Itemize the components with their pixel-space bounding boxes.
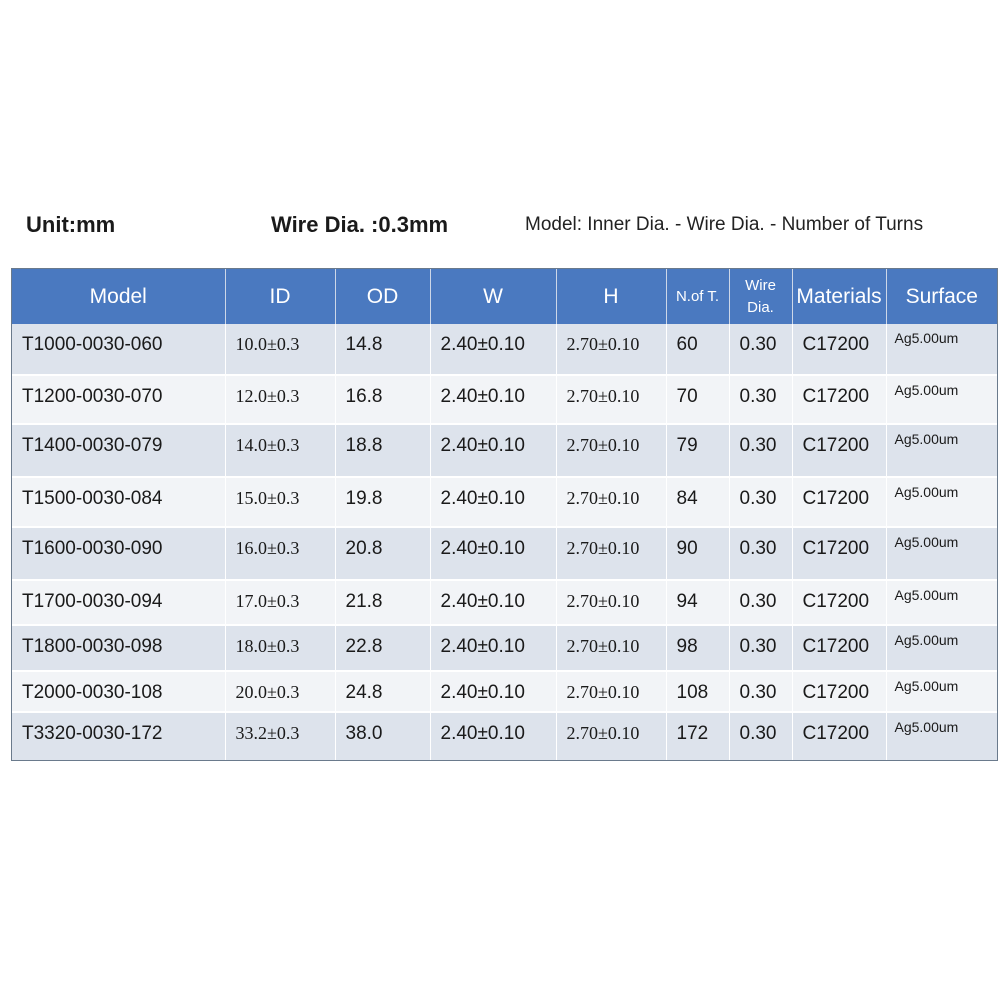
cell-h: 2.70±0.10 bbox=[556, 625, 666, 671]
cell-surface: Ag5.00um bbox=[886, 671, 997, 712]
cell-h: 2.70±0.10 bbox=[556, 324, 666, 375]
cell-material: C17200 bbox=[792, 424, 886, 477]
cell-id: 10.0±0.3 bbox=[225, 324, 335, 375]
cell-h: 2.70±0.10 bbox=[556, 424, 666, 477]
cell-od: 38.0 bbox=[335, 712, 430, 761]
cell-h: 2.70±0.10 bbox=[556, 527, 666, 580]
cell-w: 2.40±0.10 bbox=[430, 712, 556, 761]
cell-h: 2.70±0.10 bbox=[556, 477, 666, 527]
cell-h: 2.70±0.10 bbox=[556, 580, 666, 625]
cell-material: C17200 bbox=[792, 671, 886, 712]
cell-w: 2.40±0.10 bbox=[430, 580, 556, 625]
cell-turns: 94 bbox=[666, 580, 729, 625]
cell-h: 2.70±0.10 bbox=[556, 671, 666, 712]
cell-model: T1200-0030-070 bbox=[12, 375, 225, 424]
cell-turns: 172 bbox=[666, 712, 729, 761]
cell-id: 15.0±0.3 bbox=[225, 477, 335, 527]
col-header-wire: Wire bbox=[745, 276, 776, 294]
cell-material: C17200 bbox=[792, 580, 886, 625]
cell-od: 16.8 bbox=[335, 375, 430, 424]
cell-od: 21.8 bbox=[335, 580, 430, 625]
cell-material: C17200 bbox=[792, 625, 886, 671]
cell-wire-dia: 0.30 bbox=[729, 324, 792, 375]
cell-turns: 108 bbox=[666, 671, 729, 712]
table-row bbox=[12, 580, 997, 625]
cell-w: 2.40±0.10 bbox=[430, 424, 556, 477]
table-row bbox=[12, 671, 997, 712]
cell-id: 16.0±0.3 bbox=[225, 527, 335, 580]
cell-w: 2.40±0.10 bbox=[430, 625, 556, 671]
cell-wire-dia: 0.30 bbox=[729, 671, 792, 712]
cell-od: 22.8 bbox=[335, 625, 430, 671]
cell-material: C17200 bbox=[792, 324, 886, 375]
col-header-w: W bbox=[430, 269, 556, 324]
cell-wire-dia: 0.30 bbox=[729, 712, 792, 761]
table-row bbox=[12, 375, 997, 424]
table-body bbox=[12, 324, 997, 761]
cell-turns: 79 bbox=[666, 424, 729, 477]
cell-w: 2.40±0.10 bbox=[430, 671, 556, 712]
cell-id: 12.0±0.3 bbox=[225, 375, 335, 424]
cell-surface: Ag5.00um bbox=[886, 527, 997, 580]
cell-model: T1400-0030-079 bbox=[12, 424, 225, 477]
cell-wire-dia: 0.30 bbox=[729, 625, 792, 671]
cell-model: T3320-0030-172 bbox=[12, 712, 225, 761]
model-naming-note: Model: Inner Dia. - Wire Dia. - Number of Turns bbox=[525, 214, 924, 235]
table-header-row bbox=[12, 269, 997, 324]
col-header-wire-dia bbox=[729, 269, 792, 324]
cell-wire-dia: 0.30 bbox=[729, 580, 792, 625]
col-header-id: ID bbox=[225, 269, 335, 324]
table-row bbox=[12, 324, 997, 375]
col-header-h: H bbox=[556, 269, 666, 324]
cell-turns: 98 bbox=[666, 625, 729, 671]
cell-od: 24.8 bbox=[335, 671, 430, 712]
cell-h: 2.70±0.10 bbox=[556, 375, 666, 424]
cell-surface: Ag5.00um bbox=[886, 712, 997, 761]
spec-table bbox=[11, 268, 998, 761]
col-header-turns: N.of T. bbox=[666, 269, 729, 324]
cell-surface: Ag5.00um bbox=[886, 424, 997, 477]
cell-material: C17200 bbox=[792, 375, 886, 424]
cell-w: 2.40±0.10 bbox=[430, 324, 556, 375]
col-header-surface: Surface bbox=[886, 269, 997, 324]
wire-dia-label: Wire Dia. :0.3mm bbox=[271, 212, 449, 237]
cell-id: 18.0±0.3 bbox=[225, 625, 335, 671]
cell-turns: 60 bbox=[666, 324, 729, 375]
cell-model: T1700-0030-094 bbox=[12, 580, 225, 625]
table-row bbox=[12, 527, 997, 580]
cell-model: T1500-0030-084 bbox=[12, 477, 225, 527]
cell-id: 20.0±0.3 bbox=[225, 671, 335, 712]
cell-model: T2000-0030-108 bbox=[12, 671, 225, 712]
cell-surface: Ag5.00um bbox=[886, 625, 997, 671]
col-header-dia: Dia. bbox=[747, 298, 774, 316]
table-row bbox=[12, 712, 997, 761]
cell-od: 20.8 bbox=[335, 527, 430, 580]
cell-turns: 90 bbox=[666, 527, 729, 580]
cell-surface: Ag5.00um bbox=[886, 324, 997, 375]
cell-turns: 70 bbox=[666, 375, 729, 424]
cell-material: C17200 bbox=[792, 527, 886, 580]
cell-model: T1000-0030-060 bbox=[12, 324, 225, 375]
cell-surface: Ag5.00um bbox=[886, 580, 997, 625]
cell-od: 19.8 bbox=[335, 477, 430, 527]
unit-label: Unit:mm bbox=[26, 212, 116, 237]
cell-id: 17.0±0.3 bbox=[225, 580, 335, 625]
cell-w: 2.40±0.10 bbox=[430, 527, 556, 580]
cell-w: 2.40±0.10 bbox=[430, 375, 556, 424]
table-row bbox=[12, 477, 997, 527]
cell-wire-dia: 0.30 bbox=[729, 527, 792, 580]
cell-wire-dia: 0.30 bbox=[729, 477, 792, 527]
cell-surface: Ag5.00um bbox=[886, 375, 997, 424]
cell-w: 2.40±0.10 bbox=[430, 477, 556, 527]
cell-h: 2.70±0.10 bbox=[556, 712, 666, 761]
cell-od: 14.8 bbox=[335, 324, 430, 375]
cell-model: T1600-0030-090 bbox=[12, 527, 225, 580]
col-header-od: OD bbox=[335, 269, 430, 324]
table-row bbox=[12, 625, 997, 671]
cell-wire-dia: 0.30 bbox=[729, 424, 792, 477]
cell-turns: 84 bbox=[666, 477, 729, 527]
cell-material: C17200 bbox=[792, 712, 886, 761]
cell-od: 18.8 bbox=[335, 424, 430, 477]
cell-wire-dia: 0.30 bbox=[729, 375, 792, 424]
cell-id: 33.2±0.3 bbox=[225, 712, 335, 761]
table-row bbox=[12, 424, 997, 477]
cell-id: 14.0±0.3 bbox=[225, 424, 335, 477]
cell-model: T1800-0030-098 bbox=[12, 625, 225, 671]
col-header-model: Model bbox=[12, 269, 225, 324]
cell-material: C17200 bbox=[792, 477, 886, 527]
col-header-materials: Materials bbox=[792, 269, 886, 324]
spec-header bbox=[0, 208, 1000, 244]
cell-surface: Ag5.00um bbox=[886, 477, 997, 527]
